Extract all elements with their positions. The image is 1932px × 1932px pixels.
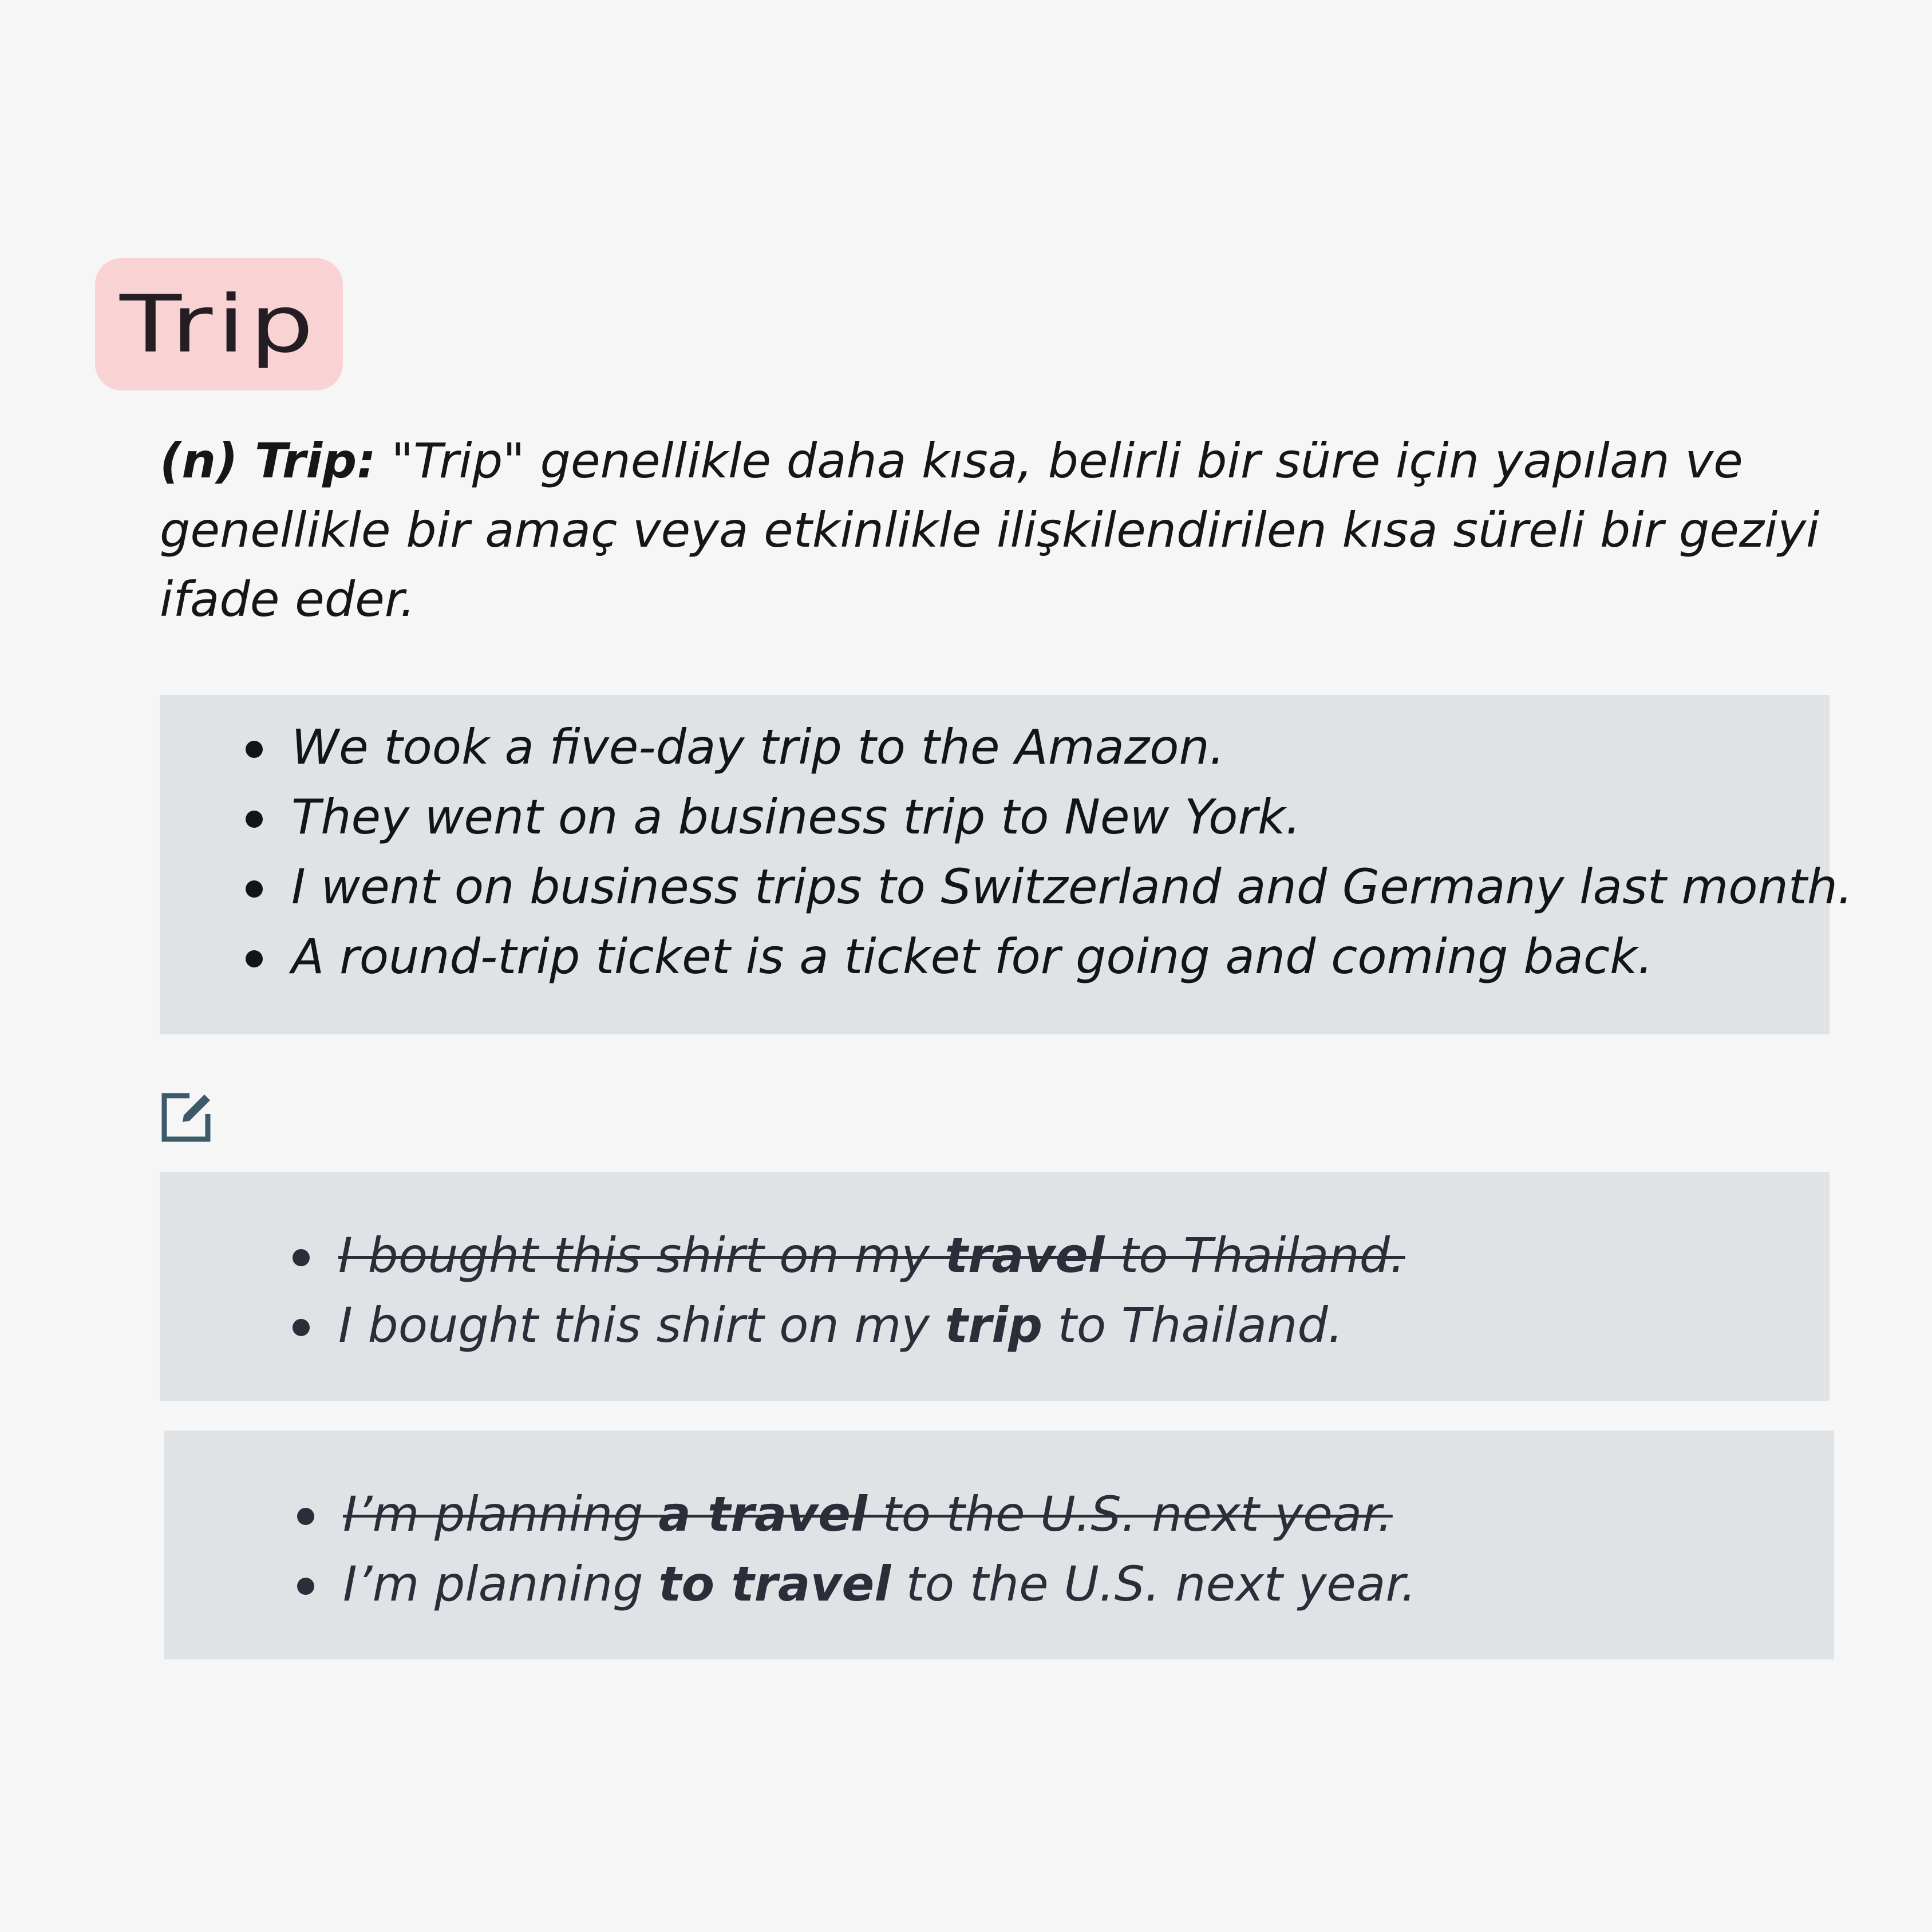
list-item <box>246 782 1853 852</box>
highlight-word: to travel <box>658 1556 891 1612</box>
sentence-part: I’m planning <box>343 1556 659 1612</box>
bullet <box>297 1578 314 1595</box>
example-text: I went on business trips to Switzerland and Germany last month. <box>291 859 1853 915</box>
correct-example <box>293 1290 1405 1360</box>
example-text: We took a five-day trip to the Amazon. <box>291 719 1225 775</box>
title-badge <box>95 258 343 390</box>
bullet <box>246 880 263 898</box>
sentence-part: to Thailand. <box>1104 1227 1405 1283</box>
examples-box <box>160 695 1853 1034</box>
correction-list-1 <box>293 1220 1405 1360</box>
edit-icon <box>160 1091 212 1144</box>
struck-sentence <box>343 1486 1393 1542</box>
example-text: A round-trip ticket is a ticket for going and coming back. <box>291 929 1653 985</box>
bullet <box>293 1249 310 1266</box>
sentence-part: to the U.S. next year. <box>891 1556 1416 1612</box>
list-item <box>246 922 1853 991</box>
definition <box>160 426 1831 634</box>
correction-box-1 <box>160 1172 1830 1401</box>
sentence-part: I’m planning <box>343 1486 659 1542</box>
highlight-word: a travel <box>658 1486 867 1542</box>
bullet <box>297 1508 314 1525</box>
correction-box-2 <box>164 1431 1834 1660</box>
sentence-part: to Thailand. <box>1042 1297 1344 1353</box>
definition-lead: (n) Trip: <box>160 433 376 489</box>
list-item <box>246 712 1853 782</box>
bullet <box>246 741 263 758</box>
examples-list <box>246 712 1853 991</box>
correct-example <box>297 1549 1416 1619</box>
sentence-part: to the U.S. next year. <box>867 1486 1393 1542</box>
struck-sentence <box>338 1227 1405 1283</box>
bullet <box>293 1319 310 1336</box>
incorrect-example <box>297 1479 1416 1549</box>
bullet <box>246 811 263 828</box>
example-text: They went on a business trip to New York. <box>291 789 1301 845</box>
bullet <box>246 950 263 967</box>
incorrect-example <box>293 1220 1405 1290</box>
page-title: Trip <box>120 278 318 370</box>
highlight-word: trip <box>945 1297 1043 1353</box>
definition-text: "Trip" genellikle daha kısa, belirli bir süre için yapılan ve genellikle bir amaç veya etkinlikle ilişkilendirilen kısa süreli bir geziyi ifade eder. <box>160 433 1820 627</box>
list-item <box>246 852 1853 922</box>
correction-list-2 <box>297 1479 1416 1619</box>
sentence-part: I bought this shirt on my <box>338 1297 945 1353</box>
sentence-part: I bought this shirt on my <box>338 1227 945 1283</box>
highlight-word: travel <box>945 1227 1105 1283</box>
